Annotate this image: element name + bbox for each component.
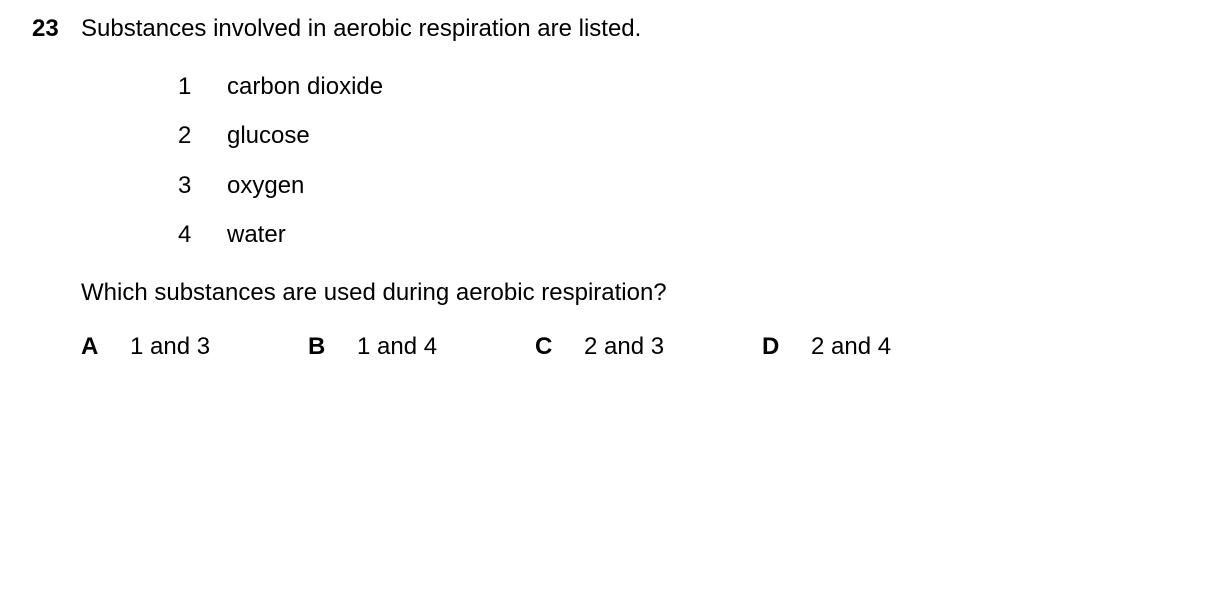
list-item-text: carbon dioxide — [227, 73, 384, 100]
question-stem: Substances involved in aerobic respiration are listed. — [81, 15, 642, 42]
list-item-number: 1 — [178, 73, 192, 100]
option-letter: A — [81, 333, 99, 360]
option-letter: C — [535, 333, 553, 360]
answer-options — [81, 332, 981, 362]
list-item-number: 4 — [178, 221, 192, 248]
question-number: 23 — [32, 15, 59, 42]
option-text: 2 and 3 — [584, 333, 665, 360]
list-item-text: oxygen — [227, 172, 305, 199]
option-text: 2 and 4 — [811, 333, 892, 360]
list-item-text: glucose — [227, 122, 310, 149]
question-prompt: Which substances are used during aerobic respiration? — [81, 279, 667, 306]
option-letter: D — [762, 333, 780, 360]
list-item-text: water — [227, 221, 286, 248]
option-letter: B — [308, 333, 326, 360]
option-text: 1 and 4 — [357, 333, 438, 360]
option-text: 1 and 3 — [130, 333, 211, 360]
list-item-number: 3 — [178, 172, 192, 199]
list-item-number: 2 — [178, 122, 192, 149]
